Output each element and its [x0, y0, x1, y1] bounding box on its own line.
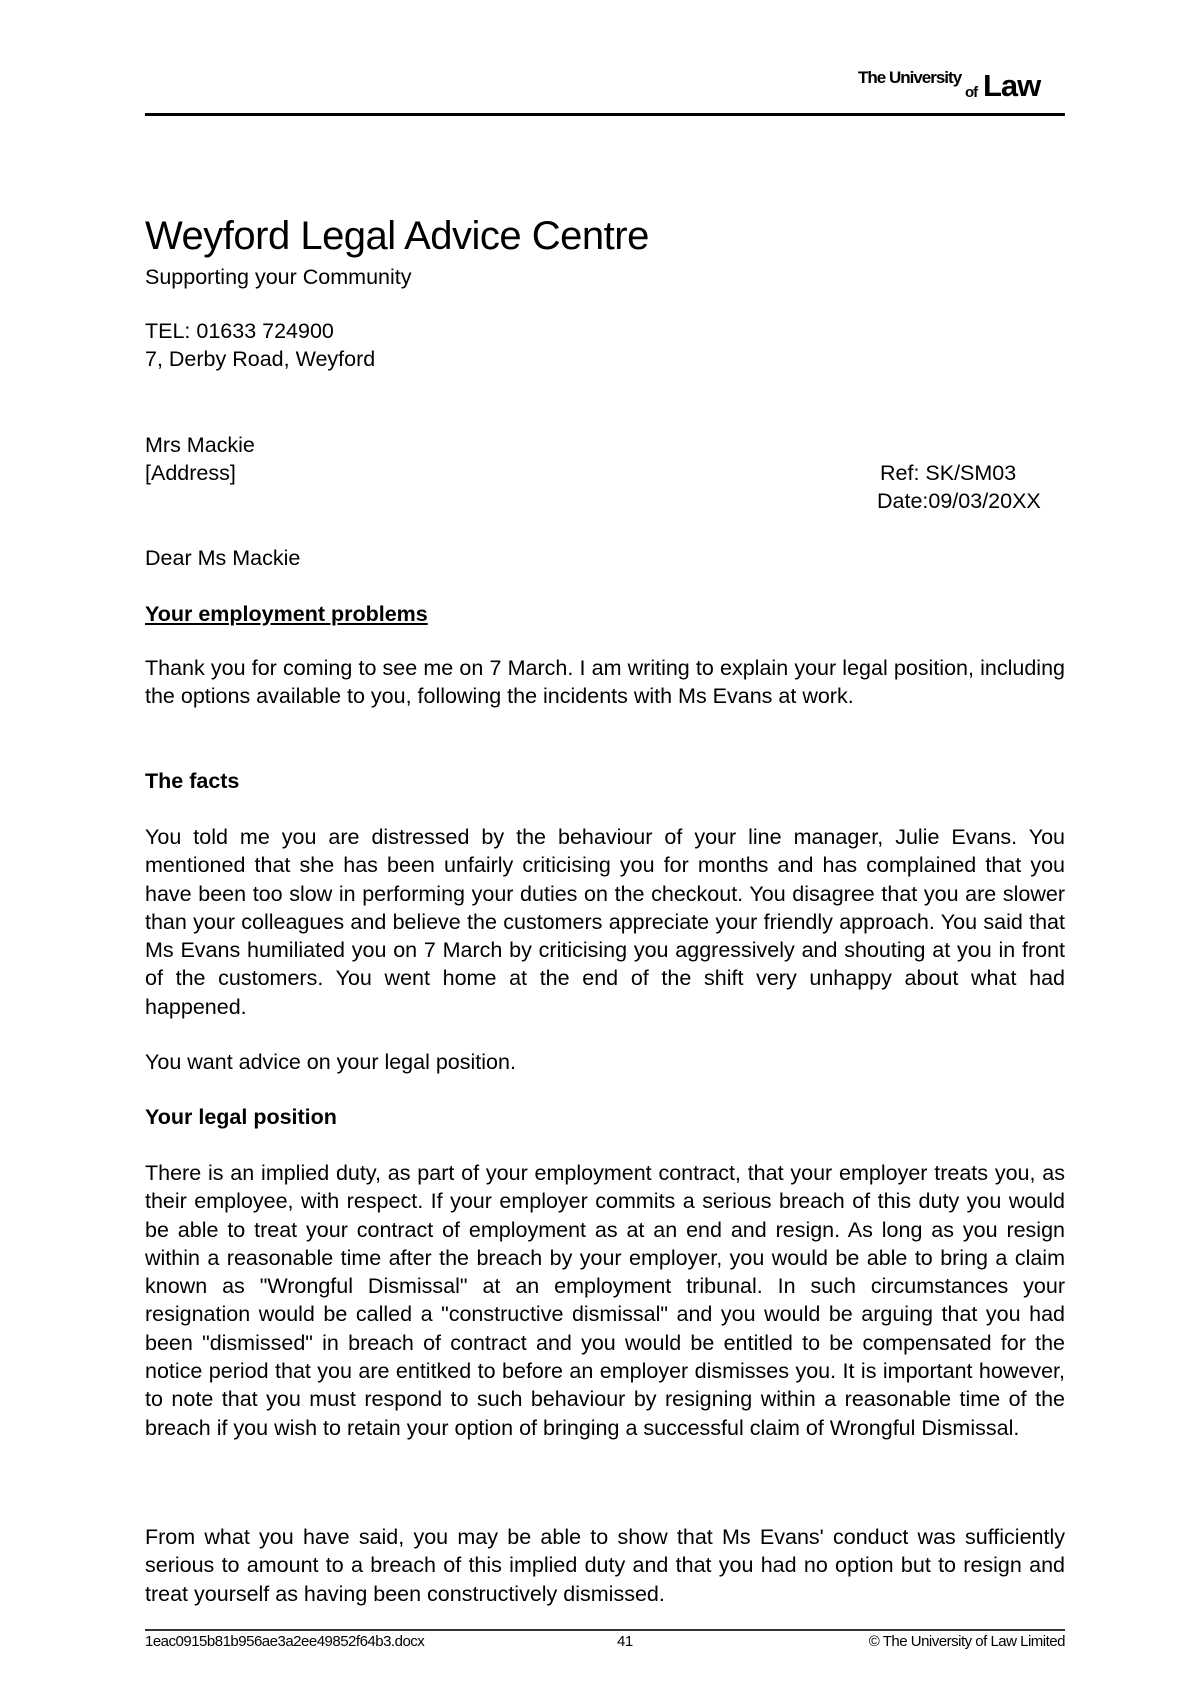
paragraph: You told me you are distressed by the behaviour of your line manager, Julie Evans. You mentioned that she has been unfairly criticising you for months and has complained that you have been too slow in performing your duties on the checkout. You disagree that you are slower than your colleagues and believe the customers appreciate your friendly approach. You said that Ms Evans humiliated you on 7 March by criticising you aggressively and shouting at you in front of the customers. You went home at the end of the shift very unhappy about what had happened.	[145, 825, 1065, 1019]
footer-rule	[145, 1629, 1065, 1631]
intro-paragraph: Thank you for coming to see me on 7 March. I am writing to explain your legal position, including the options available to you, following the incidents with Ms Evans at work.	[145, 656, 1065, 709]
section-heading: Your legal position	[145, 1105, 337, 1129]
recipient-name: Mrs Mackie	[145, 433, 255, 457]
paragraph: You want advice on your legal position.	[145, 1050, 516, 1074]
page-number: 41	[617, 1633, 633, 1650]
logo-text: The University	[858, 68, 962, 87]
salutation: Dear Ms Mackie	[145, 546, 301, 570]
subject-line: Your employment problems	[145, 602, 428, 626]
section-heading: The facts	[145, 769, 240, 793]
letter-date: Date:09/03/20XX	[877, 489, 1041, 513]
recipient-address: [Address]	[145, 461, 236, 485]
paragraph: From what you have said, you may be able to show that Ms Evans' conduct was sufficiently serious to amount to a breach of this implied duty and that you had no option but to resign and treat yourself as having been constructively dismissed.	[145, 1525, 1065, 1606]
paragraph: There is an implied duty, as part of your employment contract, that your employer treats you, as their employee, with respect. If your employer commits a serious breach of this duty you would be able to treat your contract of employment as at an end and resign. As long as you resign within a reasonable time after the breach by your employer, you would be able to bring a claim known as "Wrongful Dismissal" at an employment tribunal. In such circumstances your resignation would be called a "constructive dismissal" and you would be arguing that you had been "dismissed" in breach of contract and you would be entitled to be compensated for the notice period that you are entitked to before an employer dismisses you. It is important however, to note that you must respond to such behaviour by resigning within a reasonable time of the breach if you wish to retain your option of bringing a successful claim of Wrongful Dismissal.	[145, 1161, 1065, 1440]
org-name: Weyford Legal Advice Centre	[145, 214, 649, 258]
university-of-law-logo	[858, 66, 1068, 106]
header-rule	[145, 113, 1065, 116]
tagline: Supporting your Community	[145, 265, 412, 289]
footer-filename: 1eac0915b81b956ae3a2ee49852f64b3.docx	[145, 1633, 425, 1650]
reference: Ref: SK/SM03	[880, 461, 1017, 485]
logo-text: of	[965, 84, 978, 101]
sender-address: 7, Derby Road, Weyford	[145, 347, 376, 371]
telephone: TEL: 01633 724900	[145, 319, 334, 343]
footer-copyright: © The University of Law Limited	[868, 1633, 1065, 1650]
logo-text: Law	[983, 68, 1041, 103]
